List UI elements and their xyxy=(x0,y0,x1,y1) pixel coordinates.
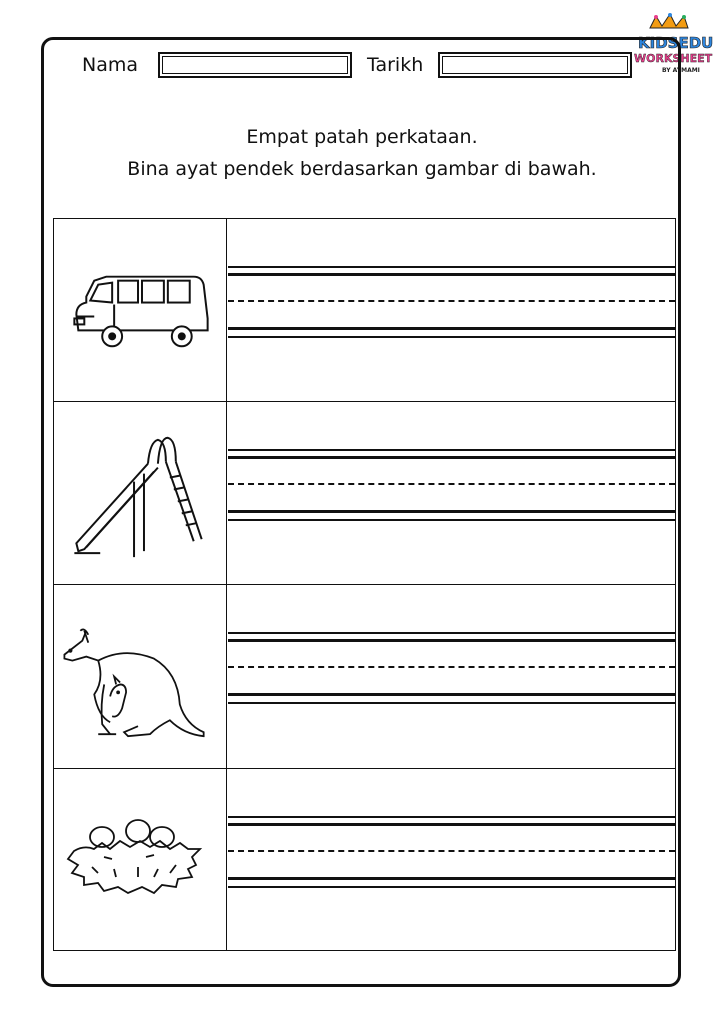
instruction-line-1: Empat patah perkataan. xyxy=(246,126,478,148)
exercise-row xyxy=(54,769,675,950)
name-field[interactable] xyxy=(158,52,352,78)
date-field[interactable] xyxy=(438,52,632,78)
logo-word1: KIDSEDU xyxy=(638,34,714,52)
date-label: Tarikh xyxy=(367,54,424,76)
writing-lines[interactable] xyxy=(228,769,675,950)
exercise-row xyxy=(54,219,675,402)
nest-with-eggs-illustration xyxy=(54,769,227,950)
slide-illustration xyxy=(54,402,227,584)
kangaroo-illustration xyxy=(54,585,227,768)
logo-word2: WORKSHEET xyxy=(634,52,713,65)
writing-lines[interactable] xyxy=(228,402,675,584)
name-label: Nama xyxy=(82,54,139,76)
van-illustration xyxy=(54,219,227,401)
writing-lines[interactable] xyxy=(228,219,675,401)
instruction-line-2: Bina ayat pendek berdasarkan gambar di bawah. xyxy=(127,158,597,180)
exercise-table xyxy=(53,218,676,951)
exercise-row xyxy=(54,585,675,769)
exercise-row xyxy=(54,402,675,585)
logo-byline: BY AYMAMI xyxy=(662,67,700,74)
writing-lines[interactable] xyxy=(228,585,675,768)
